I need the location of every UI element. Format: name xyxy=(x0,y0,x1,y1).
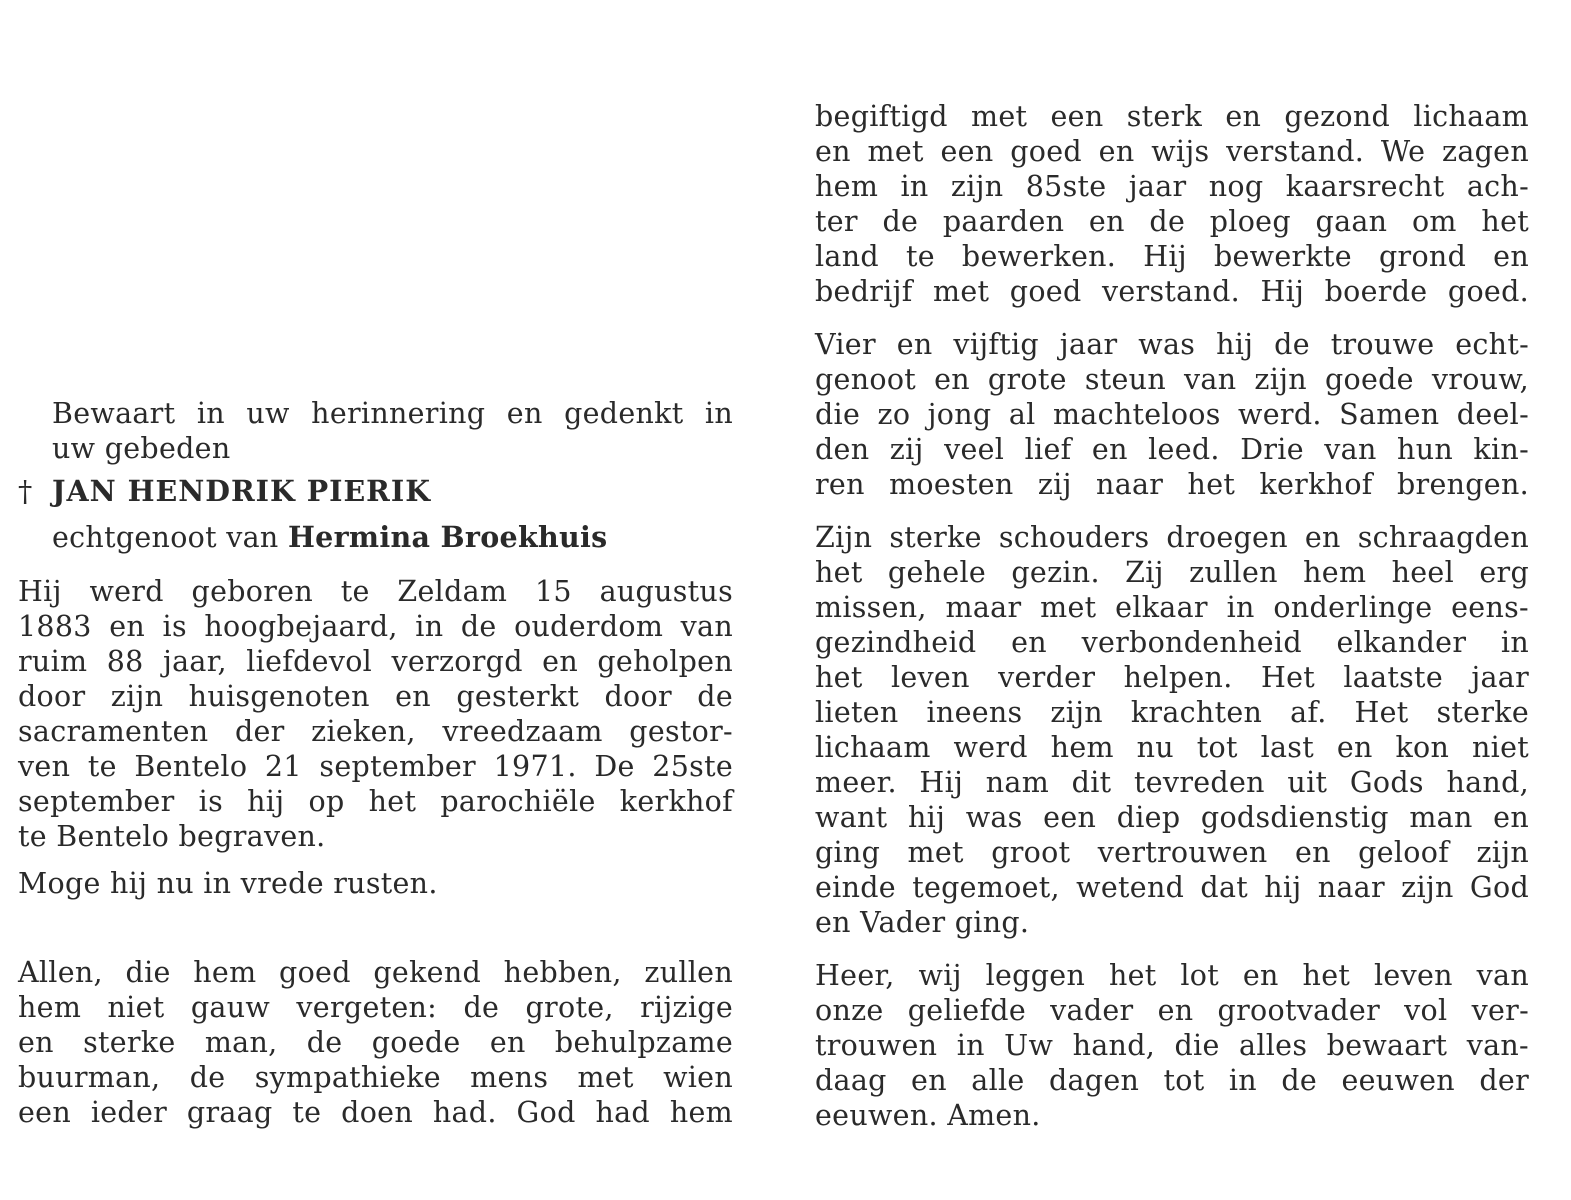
memory-paragraph-line: en sterke man, de goede en behulpzame xyxy=(18,1026,733,1059)
memory-paragraph-line: hem niet gauw vergeten: de grote, rijzige xyxy=(18,991,733,1024)
paragraph-2-line: genoot en grote steun van zijn goede vrouw, xyxy=(815,363,1529,396)
intro-line: Bewaart in uw herinnering en gedenkt in xyxy=(52,397,733,430)
memory-paragraph-line: Allen, die hem goed gekend hebben, zullen xyxy=(18,956,733,989)
paragraph-3-line: gezindheid en verbondenheid elkander in xyxy=(815,626,1529,659)
paragraph-4-line: daag en alle dagen tot in de eeuwen der xyxy=(815,1064,1529,1097)
birth-paragraph-line: september is hij op het parochiële kerkhof xyxy=(18,785,733,818)
deceased-name-line xyxy=(18,474,733,509)
paragraph-2-line: ren moesten zij naar het kerkhof brengen. xyxy=(815,468,1529,501)
birth-paragraph-line: sacramenten der zieken, vreedzaam gestor- xyxy=(18,715,733,748)
paragraph-3-line: lieten ineens zijn krachten af. Het sterke xyxy=(815,696,1529,729)
paragraph-1-line: en met een goed en wijs verstand. We zagen xyxy=(815,135,1529,168)
paragraph-3-line: missen, maar met elkaar in onderlinge eens- xyxy=(815,591,1529,624)
paragraph-4-line: trouwen in Uw hand, die alles bewaart van- xyxy=(815,1029,1529,1062)
paragraph-1-line: hem in zijn 85ste jaar nog kaarsrecht ach- xyxy=(815,170,1529,203)
birth-paragraph-line: ruim 88 jaar, liefdevol verzorgd en geholpen xyxy=(18,645,733,678)
paragraph-4-line: Heer, wij leggen het lot en het leven van xyxy=(815,959,1529,992)
spouse-prefix: echtgenoot van xyxy=(52,521,279,554)
paragraph-3-line: ging met groot vertrouwen en geloof zijn xyxy=(815,836,1529,869)
memory-paragraph-line: een ieder graag te doen had. God had hem xyxy=(18,1096,733,1129)
birth-paragraph-line: door zijn huisgenoten en gesterkt door de xyxy=(18,680,733,713)
paragraph-1-line: begiftigd met een sterk en gezond lichaam xyxy=(815,100,1529,133)
paragraph-4-line: eeuwen. Amen. xyxy=(815,1099,1041,1132)
birth-paragraph-line: ven te Bentelo 21 september 1971. De 25ste xyxy=(18,750,733,783)
paragraph-3-line: want hij was een diep godsdienstig man en xyxy=(815,801,1529,834)
paragraph-3-line: het leven verder helpen. Het laatste jaar xyxy=(815,661,1529,694)
intro-line: uw gebeden xyxy=(52,432,231,465)
paragraph-4-line: onze geliefde vader en grootvader vol ver- xyxy=(815,994,1529,1027)
rest-line: Moge hij nu in vrede rusten. xyxy=(18,867,438,900)
spouse-line xyxy=(52,520,733,555)
memory-paragraph-line: buurman, de sympathieke mens met wien xyxy=(18,1061,733,1094)
paragraph-3-line: lichaam werd hem nu tot last en kon niet xyxy=(815,731,1529,764)
paragraph-3-line: het gehele gezin. Zij zullen hem heel erg xyxy=(815,556,1529,589)
paragraph-2-line: den zij veel lief en leed. Drie van hun kin- xyxy=(815,433,1529,466)
paragraph-1-line: ter de paarden en de ploeg gaan om het xyxy=(815,205,1529,238)
deceased-name: JAN HENDRIK PIERIK xyxy=(52,474,431,508)
paragraph-1-line: bedrijf met goed verstand. Hij boerde goed. xyxy=(815,275,1529,308)
birth-paragraph-line: 1883 en is hoogbejaard, in de ouderdom van xyxy=(18,610,733,643)
paragraph-3-line: meer. Hij nam dit tevreden uit Gods hand, xyxy=(815,766,1529,799)
paragraph-3-line: Zijn sterke schouders droegen en schraagden xyxy=(815,521,1529,554)
paragraph-1-line: land te bewerken. Hij bewerkte grond en xyxy=(815,240,1529,273)
paragraph-2-line: die zo jong al machteloos werd. Samen deel- xyxy=(815,398,1529,431)
paragraph-2-line: Vier en vijftig jaar was hij de trouwe echt- xyxy=(815,328,1529,361)
cross-icon: † xyxy=(18,475,34,508)
spouse-name: Hermina Broekhuis xyxy=(287,520,608,554)
birth-paragraph-line: Hij werd geboren te Zeldam 15 augustus xyxy=(18,575,733,608)
birth-paragraph-line: te Bentelo begraven. xyxy=(18,820,326,853)
paragraph-3-line: en Vader ging. xyxy=(815,906,1030,939)
paragraph-3-line: einde tegemoet, wetend dat hij naar zijn God xyxy=(815,871,1529,904)
